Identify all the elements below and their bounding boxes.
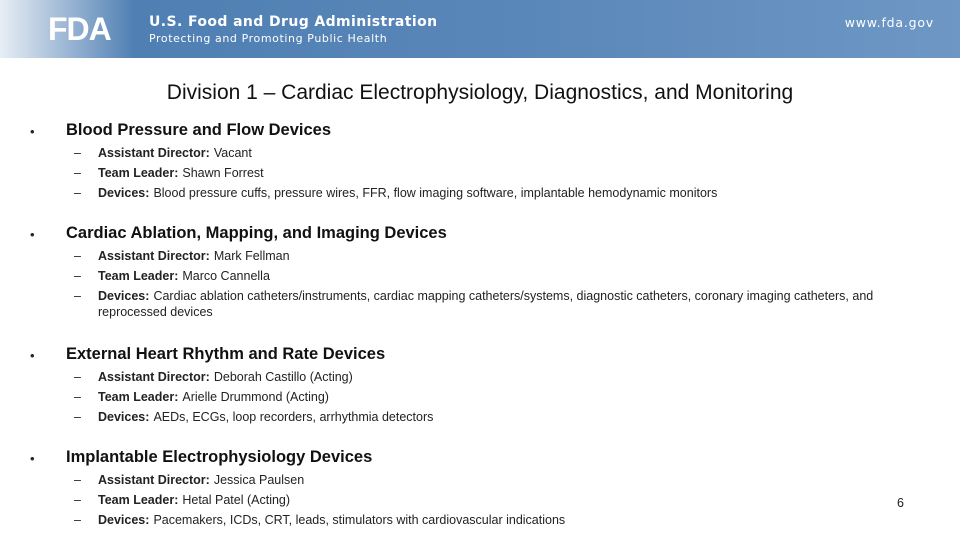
sub-item-list xyxy=(74,369,894,429)
bullet-marker: • xyxy=(30,227,35,242)
dash-marker: – xyxy=(74,186,81,200)
bullet-marker: • xyxy=(30,348,35,363)
item-label: Team Leader: xyxy=(98,390,179,404)
item-label: Assistant Director: xyxy=(98,146,210,160)
sub-item-list xyxy=(74,145,894,205)
fda-logo xyxy=(46,13,138,43)
bullet-marker: • xyxy=(30,451,35,466)
assistant-director-item xyxy=(74,145,894,161)
header-banner xyxy=(0,0,960,58)
assistant-director-item xyxy=(74,369,894,385)
dash-marker: – xyxy=(74,390,81,404)
item-label: Team Leader: xyxy=(98,493,179,507)
item-value: Deborah Castillo (Acting) xyxy=(213,370,353,384)
item-label: Assistant Director: xyxy=(98,370,210,384)
section-heading: External Heart Rhythm and Rate Devices xyxy=(66,345,386,363)
team-leader-item xyxy=(74,268,894,284)
item-label: Devices: xyxy=(98,186,150,200)
devices-item xyxy=(74,512,894,528)
page-number: 6 xyxy=(897,496,904,510)
devices-item xyxy=(74,409,894,425)
item-value: Mark Fellman xyxy=(213,249,290,263)
section-heading: Cardiac Ablation, Mapping, and Imaging Devices xyxy=(66,224,447,242)
assistant-director-item xyxy=(74,472,894,488)
item-label: Devices: xyxy=(98,289,150,303)
agency-tagline: Protecting and Promoting Public Health xyxy=(149,32,388,45)
fda-logo-text: FDA xyxy=(48,13,111,43)
item-value: Hetal Patel (Acting) xyxy=(182,493,291,507)
item-label: Assistant Director: xyxy=(98,249,210,263)
section-heading: Implantable Electrophysiology Devices xyxy=(66,448,373,466)
dash-marker: – xyxy=(74,513,81,527)
item-value: Blood pressure cuffs, pressure wires, FFR, flow imaging software, implantable hemodynamic monitors xyxy=(153,186,718,200)
assistant-director-item xyxy=(74,248,894,264)
item-value: Marco Cannella xyxy=(182,269,270,283)
item-value: Pacemakers, ICDs, CRT, leads, stimulators with cardiovascular indications xyxy=(153,513,566,527)
sub-item-list xyxy=(74,472,894,532)
devices-item xyxy=(74,288,894,320)
item-label: Devices: xyxy=(98,513,150,527)
dash-marker: – xyxy=(74,269,81,283)
team-leader-item xyxy=(74,389,894,405)
item-value: Cardiac ablation catheters/instruments, cardiac mapping catheters/systems, diagnostic catheters, coronary imaging catheters, and reprocessed devices xyxy=(98,289,874,319)
item-value: AEDs, ECGs, loop recorders, arrhythmia detectors xyxy=(153,410,434,424)
dash-marker: – xyxy=(74,493,81,507)
team-leader-item xyxy=(74,165,894,181)
dash-marker: – xyxy=(74,473,81,487)
agency-name: U.S. Food and Drug Administration xyxy=(149,14,438,30)
section-heading: Blood Pressure and Flow Devices xyxy=(66,121,331,139)
item-value: Vacant xyxy=(213,146,252,160)
item-label: Team Leader: xyxy=(98,269,179,283)
item-value: Jessica Paulsen xyxy=(213,473,305,487)
sub-item-list xyxy=(74,248,894,324)
devices-item xyxy=(74,185,894,201)
dash-marker: – xyxy=(74,146,81,160)
item-value: Arielle Drummond (Acting) xyxy=(182,390,329,404)
dash-marker: – xyxy=(74,166,81,180)
dash-marker: – xyxy=(74,249,81,263)
team-leader-item xyxy=(74,492,894,508)
slide-title: Division 1 – Cardiac Electrophysiology, Diagnostics, and Monitoring xyxy=(166,81,794,104)
dash-marker: – xyxy=(74,370,81,384)
dash-marker: – xyxy=(74,410,81,424)
site-url: www.fda.gov xyxy=(844,15,934,30)
bullet-marker: • xyxy=(30,124,35,139)
item-label: Devices: xyxy=(98,410,150,424)
dash-marker: – xyxy=(74,289,81,303)
item-label: Assistant Director: xyxy=(98,473,210,487)
item-label: Team Leader: xyxy=(98,166,179,180)
item-value: Shawn Forrest xyxy=(182,166,264,180)
